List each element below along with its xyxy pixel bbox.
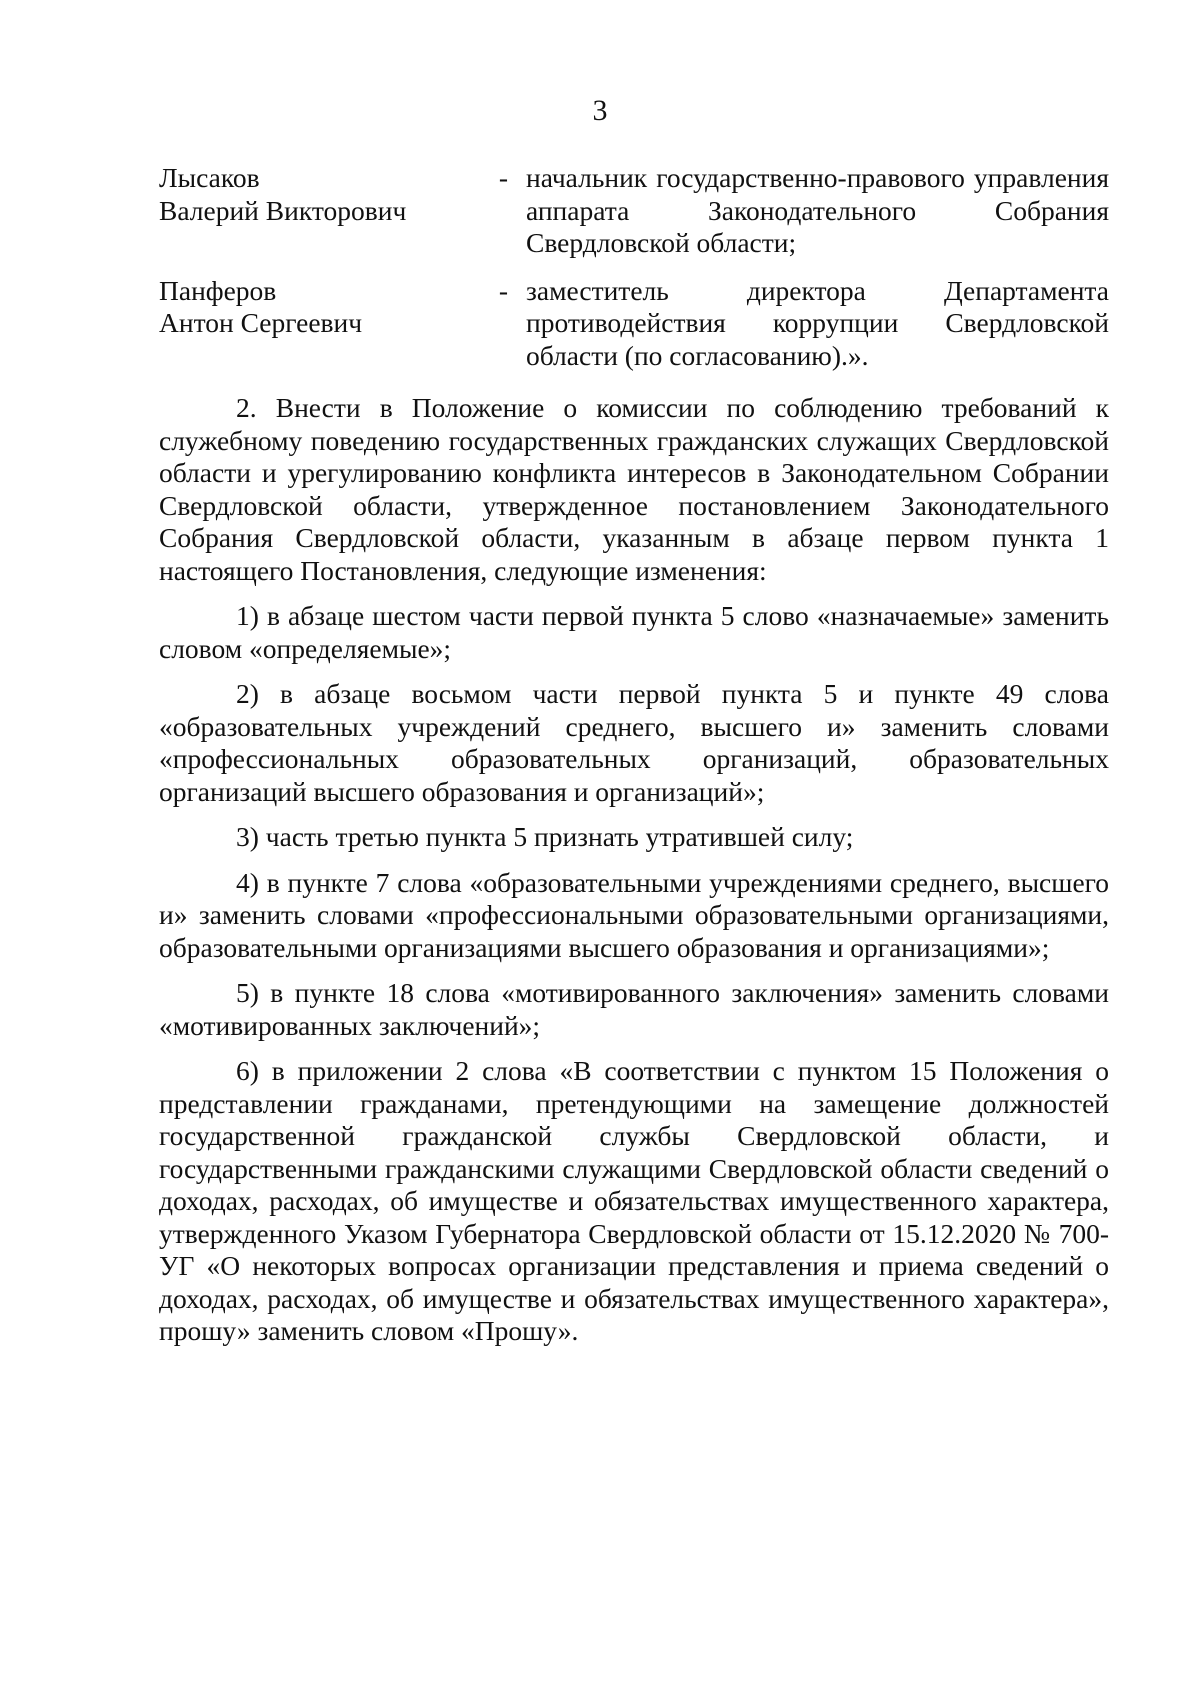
member-dash: - (498, 274, 509, 306)
member-dash: - (498, 162, 509, 193)
member-position: заместитель директора Департамента противодействия коррупции Свердловской области (по согласованию).». (526, 274, 1109, 371)
intro-paragraph: 2. Внести в Положение о комиссии по соблюдению требований к служебному поведению государственных гражданских служащих Свердловской области и урегулированию конфликта интересов в Законодательном Собрании Свердловской области, утвержденное постановлением Законодательного Собрания Свердловской области, указанным в абзаце первом пункта 1 настоящего Постановления, следующие изменения: (159, 392, 1109, 586)
member-name (159, 162, 481, 227)
member-given-names: Антон Сергеевич (159, 307, 363, 338)
amendment-item: 6) в приложении 2 слова «В соответствии с пунктом 15 Положения о представлении гражданами, претендующими на замещение должностей государственной гражданской службы Свердловской области, и государственными гражданскими служащими Свердловской области сведений о доходах, расходах, об имуществе и обязательствах имущественного характера, утвержденного Указом Губернатора Свердловской области от 15.12.2020 № 700-УГ «О некоторых вопросах организации представления и приема сведений о доходах, расходах, об имуществе и обязательствах имущественного характера», прошу» заменить словом «Прошу». (159, 1055, 1109, 1346)
member-position: начальник государственно-правового управления аппарата Законодательного Собрания Свердловской области; (526, 162, 1109, 258)
amendment-item: 3) часть третью пункта 5 признать утратившей силу; (236, 821, 854, 852)
amendment-item: 4) в пункте 7 слова «образовательными учреждениями среднего, высшего и» заменить словами «профессиональными образовательными организациями, образовательными организациями высшего образования и организациями»; (159, 866, 1109, 963)
amendment-item: 1) в абзаце шестом части первой пункта 5 слово «назначаемые» заменить словом «определяемые»; (159, 600, 1109, 664)
page-number: 3 (592, 94, 608, 127)
document-body (159, 162, 1109, 1348)
amendment-item: 5) в пункте 18 слова «мотивированного заключения» заменить словами «мотивированных заключений»; (159, 977, 1109, 1041)
amendment-item: 2) в абзаце восьмом части первой пункта 5 и пункте 49 слова «образовательных учреждений среднего, высшего и» заменить словами «профессиональных образовательных организаций, образовательных организаций высшего образования и организаций»; (159, 678, 1109, 807)
member-surname: Панферов (159, 274, 277, 306)
commission-member (159, 275, 1109, 373)
amendments-list (159, 600, 1109, 1348)
member-surname: Лысаков (159, 162, 260, 193)
commission-member (159, 162, 1109, 260)
member-given-names: Валерий Викторович (159, 194, 407, 226)
member-name (159, 275, 481, 340)
